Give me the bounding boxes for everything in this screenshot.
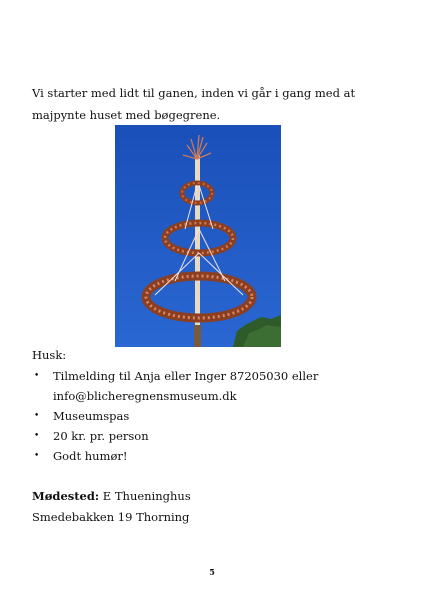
intro-paragraph <box>32 82 372 126</box>
bullet: • <box>34 451 40 461</box>
list-item-text: 20 kr. pr. person <box>53 429 149 443</box>
intro-line-2: majpynte huset med bøgegrene. <box>32 108 221 122</box>
maypole-photo <box>115 125 281 347</box>
intro-line-1: Vi starter med lidt til ganen, inden vi går i gang med at <box>32 86 356 100</box>
list-item <box>32 446 392 466</box>
meeting-block <box>32 486 191 528</box>
list-item-text: Museumspas <box>53 409 130 423</box>
maypole-image <box>115 125 281 347</box>
meeting-place: E Thueninghus <box>99 489 191 503</box>
list-item <box>32 366 392 406</box>
meeting-label: Mødested: <box>32 489 100 503</box>
bullet: • <box>34 371 40 381</box>
page-number: 5 <box>209 567 215 577</box>
husk-heading: Husk: <box>32 348 67 362</box>
bullet: • <box>34 431 40 441</box>
list-item <box>32 426 392 446</box>
list-item-email: info@blicheregnensmuseum.dk <box>53 389 237 403</box>
husk-list <box>32 366 392 466</box>
bullet: • <box>34 411 40 421</box>
list-item-text: Tilmelding til Anja eller Inger 87205030 eller <box>53 369 319 383</box>
meeting-address: Smedebakken 19 Thorning <box>32 510 190 524</box>
list-item <box>32 406 392 426</box>
list-item-text: Godt humør! <box>53 449 128 463</box>
meeting-line <box>32 486 191 507</box>
